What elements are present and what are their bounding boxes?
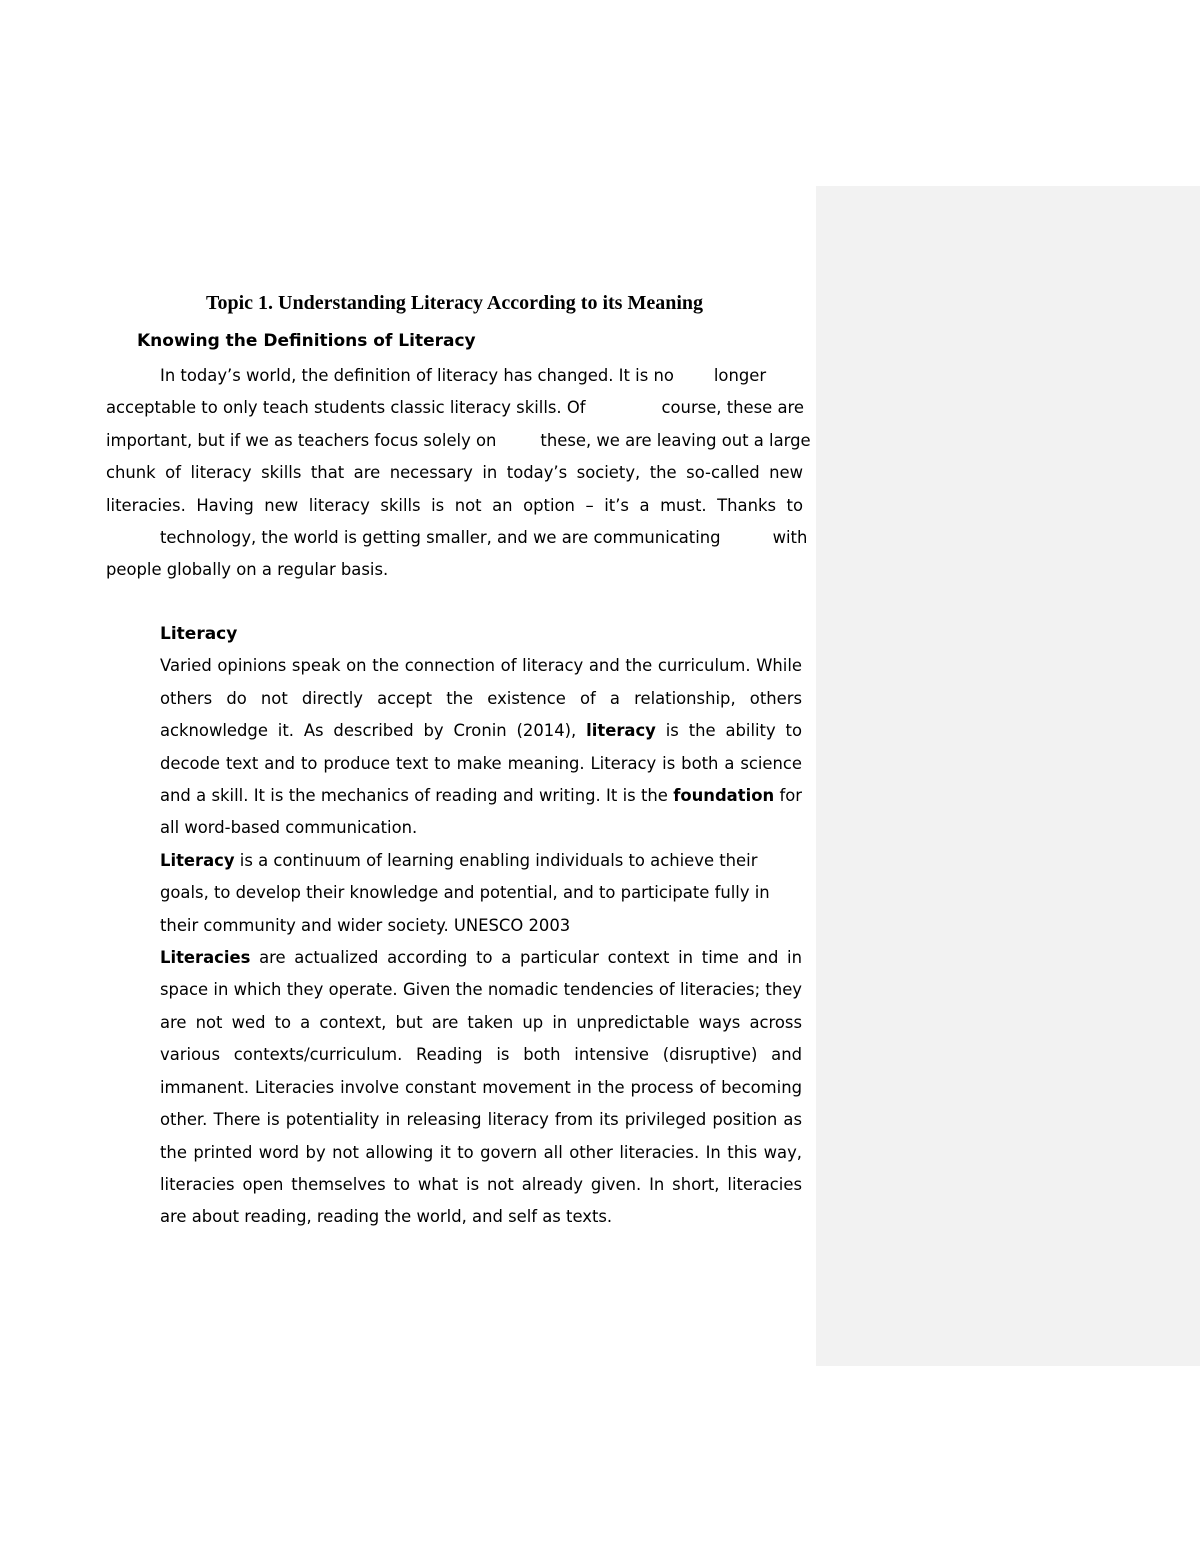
intro-paragraph [106,360,811,587]
intro-line: acceptable to only teach students classic literacy skills. Of course, these are [106,398,804,418]
literacy-section [160,618,802,1234]
intro-line: chunk of literacy skills that are necessary in today’s society, the so-called new [106,463,803,483]
bold-term: Literacies [160,948,251,968]
intro-line: people globally on a regular basis. [106,560,389,580]
definition-paragraph-literacies: Literacies are actualized according to a particular context in time and in space in which they operate. Given the nomadic tendencies of literacies; they are not wed to a context, but are taken up in unpredictable ways across various contexts/curriculum. Reading is both intensive (disruptive) and immanent. Literacies involve constant movement in the process of becoming other. There is potentiality in releasing literacy from its privileged position as the printed word by not allowing it to govern all other literacies. In this way, literacies open themselves to what is not already given. In short, literacies are about reading, reading the world, and self as texts. [160,948,803,1227]
intro-line: In today’s world, the definition of literacy has changed. It is no longer [160,366,767,385]
intro-line: technology, the world is getting smaller, and we are communicating with [160,527,808,547]
bold-term: Literacy [160,850,235,870]
definition-paragraph-unesco: Literacy is a continuum of learning enabling individuals to achieve their goals, to develop their knowledge and potential, and to participate fully in their community and wider society. UNESCO 2003 [160,850,770,935]
section-heading: Literacy [160,624,238,644]
bold-term: literacy [586,721,656,741]
bold-term: foundation [673,786,775,806]
definition-paragraph-cronin: Varied opinions speak on the connection of literacy and the curriculum. While others do not directly accept the existence of a relationship, others acknowledge it. As described by Cronin (2014), literacy is the ability to decode text and to produce text to make meaning. Literacy is both a science and a skill. It is the mechanics of reading and writing. It is the foundation for all word-based communication. [160,656,803,838]
subtitle: Knowing the Definitions of Literacy [137,331,476,351]
intro-line: important, but if we as teachers focus solely on these, we are leaving out a large [106,430,811,450]
intro-line: literacies. Having new literacy skills is not an option – it’s a must. Thanks to [106,495,803,515]
page-title: Topic 1. Understanding Literacy According to its Meaning [205,292,704,314]
comment-pane [816,186,1200,1366]
